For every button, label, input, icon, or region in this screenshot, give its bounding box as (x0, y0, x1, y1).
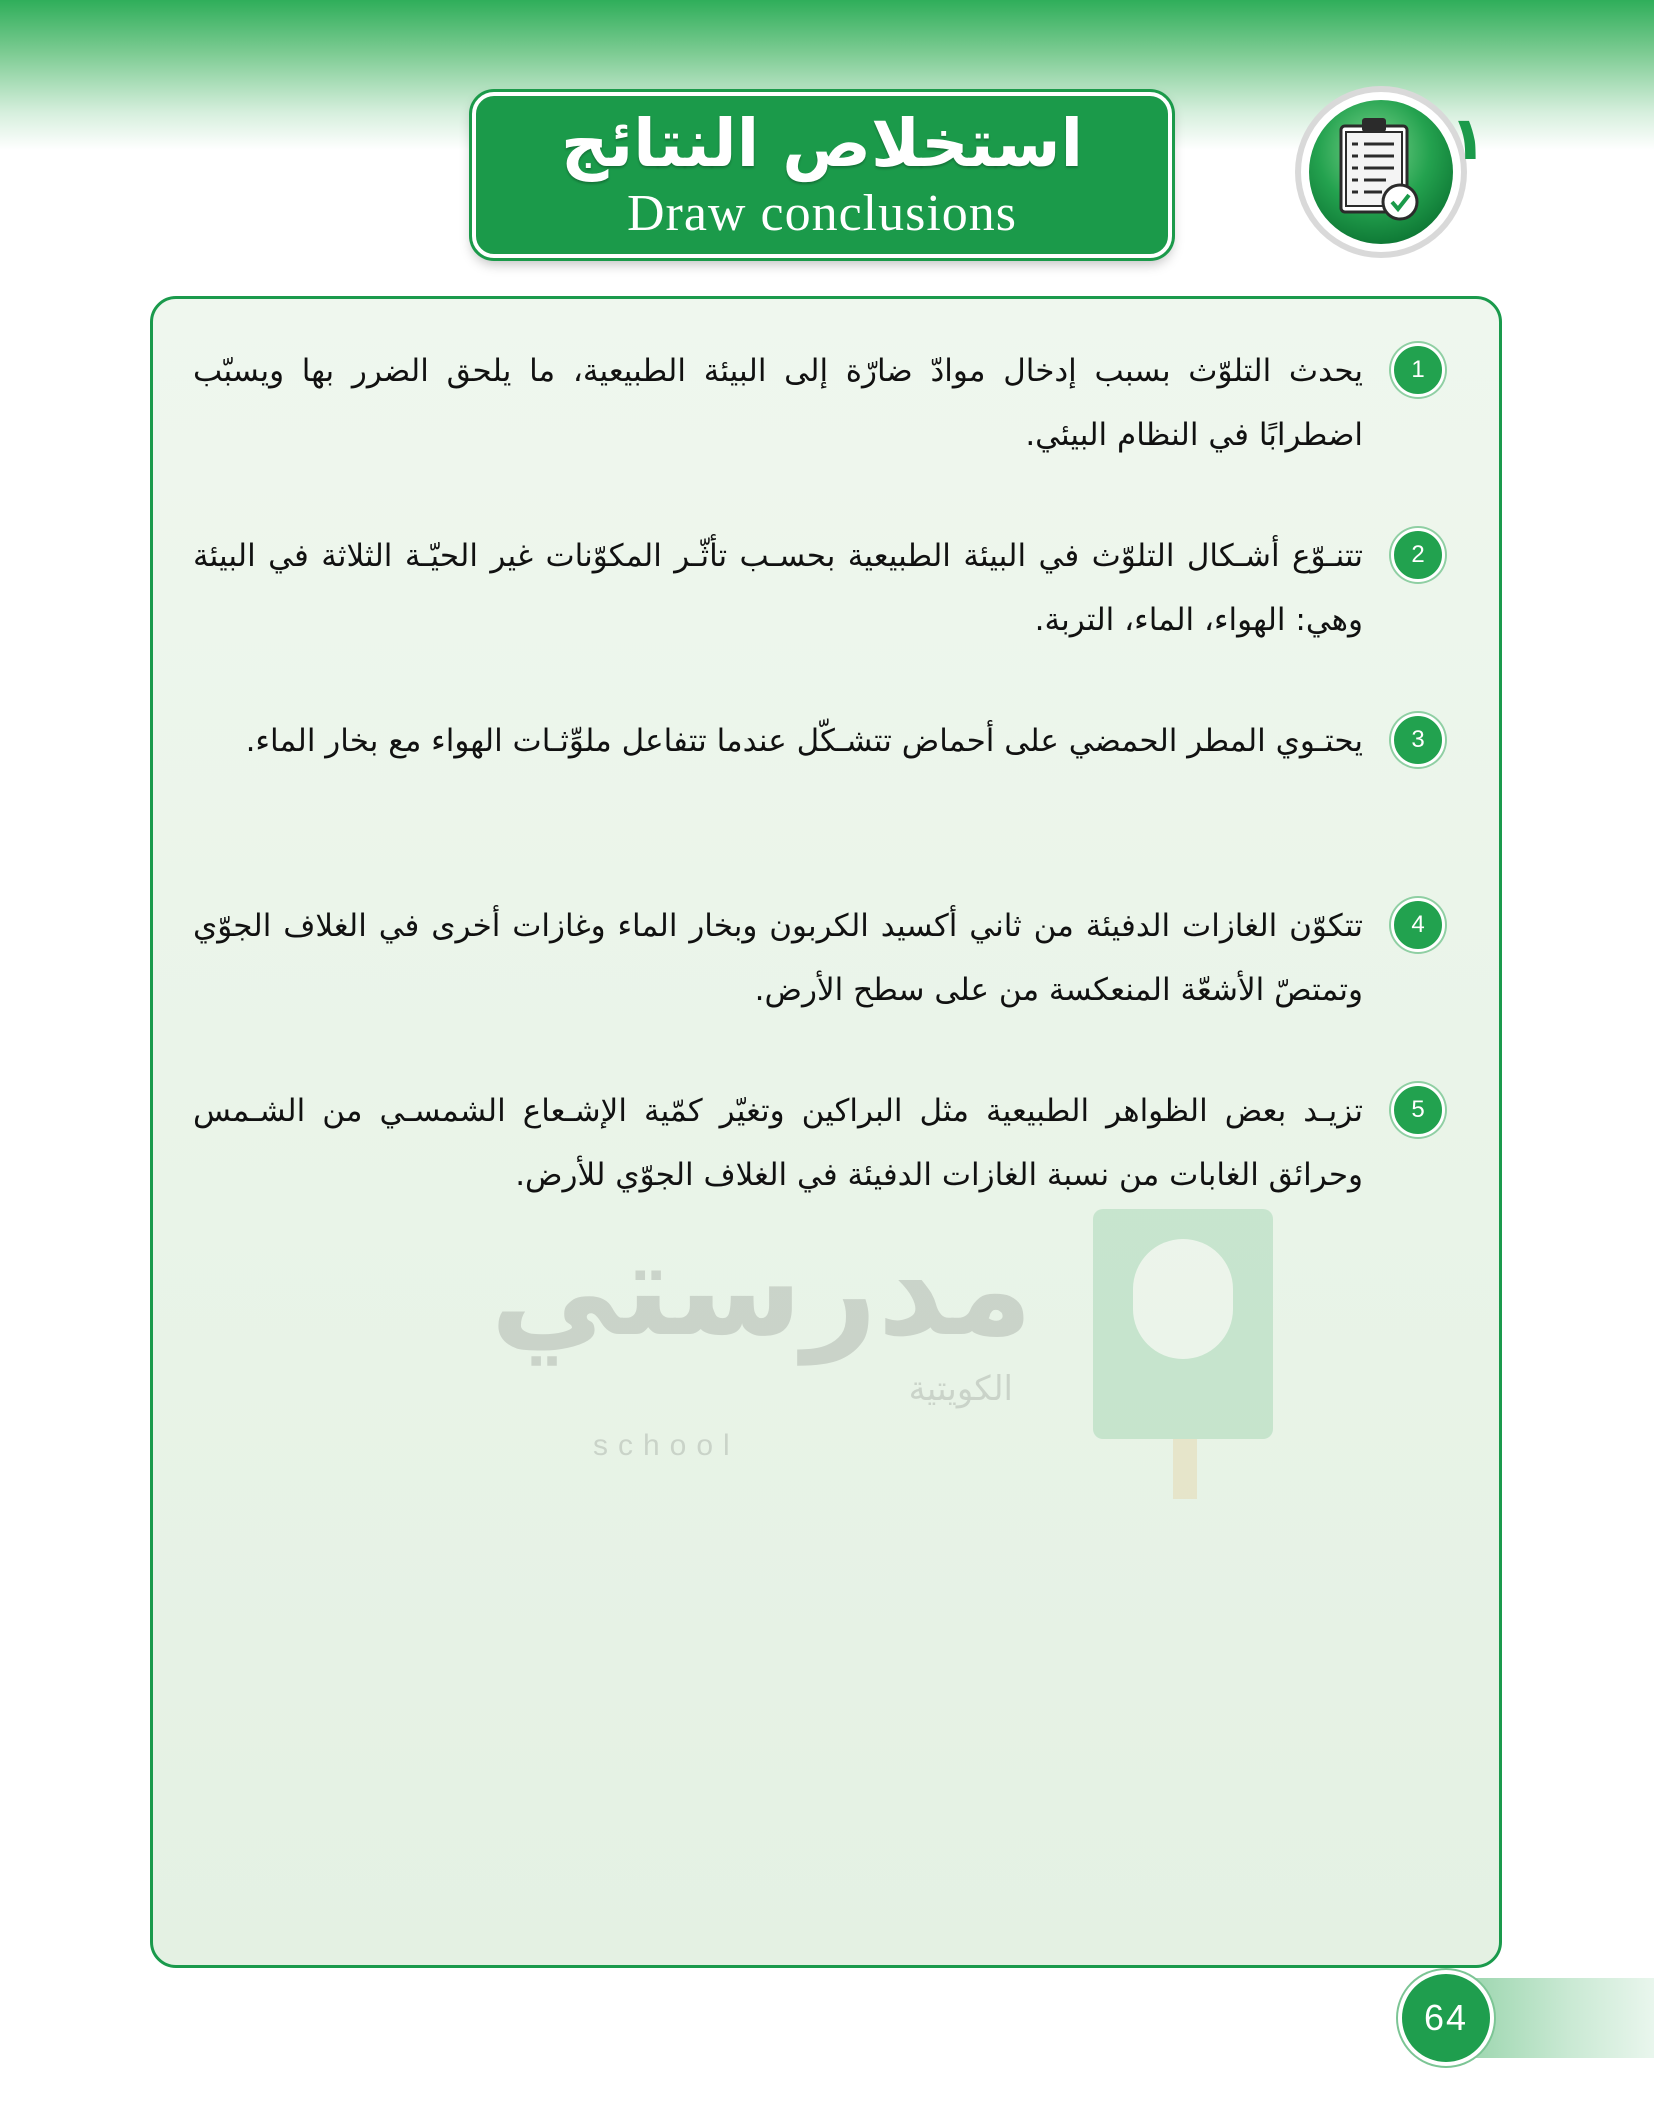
conclusion-item-1 (193, 339, 1443, 467)
watermark-logo-icon (1073, 1179, 1293, 1519)
item-text: تزيـد بعض الظواهر الطبيعية مثل البراكين وتغيّر كمّية الإشـعاع الشمسـي من الشـمس وحرائق الغابات من نسبة الغازات الدفيئة في الغلاف الجوّي للأرض. (193, 1093, 1363, 1193)
item-number-badge: 5 (1391, 1083, 1445, 1137)
section-title-box (472, 92, 1172, 258)
section-title-english: Draw conclusions (626, 185, 1018, 242)
item-number-badge: 1 (1391, 343, 1445, 397)
item-number-badge: 2 (1391, 528, 1445, 582)
conclusion-item-4 (193, 894, 1443, 1022)
item-text: يحتـوي المطر الحمضي على أحماض تتشـكّل عندما تتفاعل ملوِّثـات الهواء مع بخار الماء. (245, 723, 1363, 759)
item-number-badge: 4 (1391, 898, 1445, 952)
badge-number: ١ (1449, 104, 1487, 174)
conclusions-panel (150, 296, 1502, 1968)
item-text: تتكوّن الغازات الدفيئة من ثاني أكسيد الكربون وبخار الماء وغازات أخرى في الغلاف الجوّي وتمتصّ الأشعّة المنعكسة من على سطح الأرض. (193, 908, 1363, 1008)
watermark-subtext: الكويتية (908, 1369, 1013, 1409)
conclusion-item-2 (193, 524, 1443, 652)
page-number: 64 (1398, 1970, 1494, 2066)
item-text: تتنـوّع أشـكال التلوّث في البيئة الطبيعية بحسـب تأثّـر المكوّنات غير الحيّـة الثلاثة في البيئة وهي: الهواء، الماء، التربة. (193, 538, 1363, 638)
watermark (490, 1179, 1313, 1559)
section-badge (1286, 74, 1496, 264)
item-text: يحدث التلوّث بسبب إدخال موادّ ضارّة إلى البيئة الطبيعية، ما يلحق الضرر بها ويسبّب اضطرابًا في النظام البيئي. (193, 353, 1363, 453)
item-number-badge: 3 (1391, 713, 1445, 767)
watermark-text: مدرستي (490, 1213, 1033, 1365)
conclusion-item-3 (193, 709, 1443, 773)
conclusion-item-5 (193, 1079, 1443, 1207)
watermark-latin: school (593, 1429, 740, 1462)
section-title-arabic: استخلاص النتائج (560, 105, 1084, 182)
